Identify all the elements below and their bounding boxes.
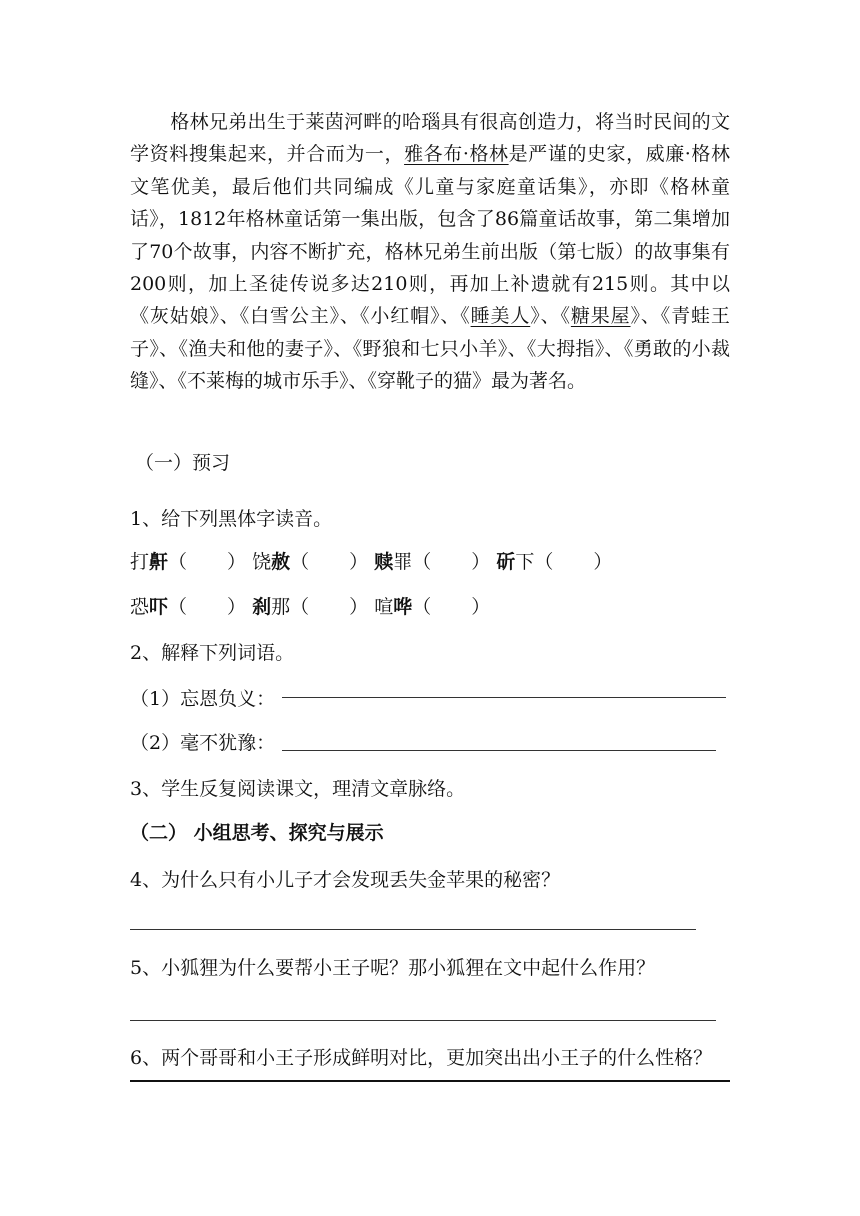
question-4: 4、为什么只有小儿子才会发现丢失金苹果的秘密？	[130, 869, 561, 891]
question-6: 6、两个哥哥和小王子形成鲜明对比，更加突出出小王子的什么性格？	[130, 1047, 713, 1069]
question-6-answer-line[interactable]	[130, 1080, 730, 1082]
pinyin-item: 打鼾（ ）	[130, 551, 247, 573]
question-5-answer-line[interactable]	[130, 1020, 716, 1021]
word-2-answer-line[interactable]	[282, 750, 716, 751]
intro-underlined-sleeping-beauty: 睡美人	[470, 305, 531, 328]
pinyin-item: 恐吓（ ）	[130, 596, 247, 618]
word-1-answer-line[interactable]	[282, 697, 726, 698]
intro-text-3: 》、《	[530, 305, 571, 328]
question-1: 1、给下列黑体字读音。	[130, 508, 333, 530]
pinyin-item: 赎罪（ ）	[374, 551, 491, 573]
pinyin-item: 饶赦（ ）	[252, 551, 369, 573]
question-4-answer-line[interactable]	[130, 929, 696, 930]
pinyin-item: 刹那（ ）	[252, 596, 369, 618]
question-2: 2、解释下列词语。	[130, 642, 295, 664]
intro-paragraph	[130, 106, 730, 398]
question-3: 3、学生反复阅读课文，理清文章脉络。	[130, 778, 466, 800]
intro-underlined-jacob: 雅各布·格林	[404, 143, 509, 166]
pinyin-row-2	[130, 594, 490, 620]
intro-underlined-candy-house: 糖果屋	[570, 305, 631, 328]
word-1-label: （1）忘恩负义：	[130, 688, 276, 710]
pinyin-item: 喧哗（ ）	[374, 596, 491, 618]
pinyin-row-1	[130, 549, 612, 575]
intro-text-2: 是严谨的史家，威廉·格林文笔优美，最后他们共同编成《儿童与家庭童话集》，亦即《格林童话》，1812年格林童话第一集出版，包含了86篇童话故事，第二集增加了70个故事，内容不断扩充，格林兄弟生前出版（第七版）的故事集有200则，加上圣徒传说多达210则，再加上补遗就有215则。其中以《灰姑娘》、《白雪公主》、《小红帽》、《	[130, 143, 730, 328]
preview-heading: （一）预习	[135, 452, 231, 474]
word-2-label: （2）毫不犹豫：	[130, 732, 276, 754]
intro-text-1: 格林兄弟出生于莱茵河畔的哈瑙具有很高创造力，将当时民间的文学资料搜集起来，并合而为一，	[130, 111, 730, 166]
question-5: 5、小狐狸为什么要帮小王子呢？那小狐狸在文中起什么作用？	[130, 957, 656, 979]
intro-text-4: 》、《青蛙王子》、《渔夫和他的妻子》、《野狼和七只小羊》、《大拇指》、《勇敢的小裁缝》、《不莱梅的城市乐手》、《穿靴子的猫》最为著名。	[130, 305, 730, 393]
pinyin-item: 斫下（ ）	[496, 551, 613, 573]
group-heading: （二） 小组思考、探究与展示	[130, 822, 384, 844]
